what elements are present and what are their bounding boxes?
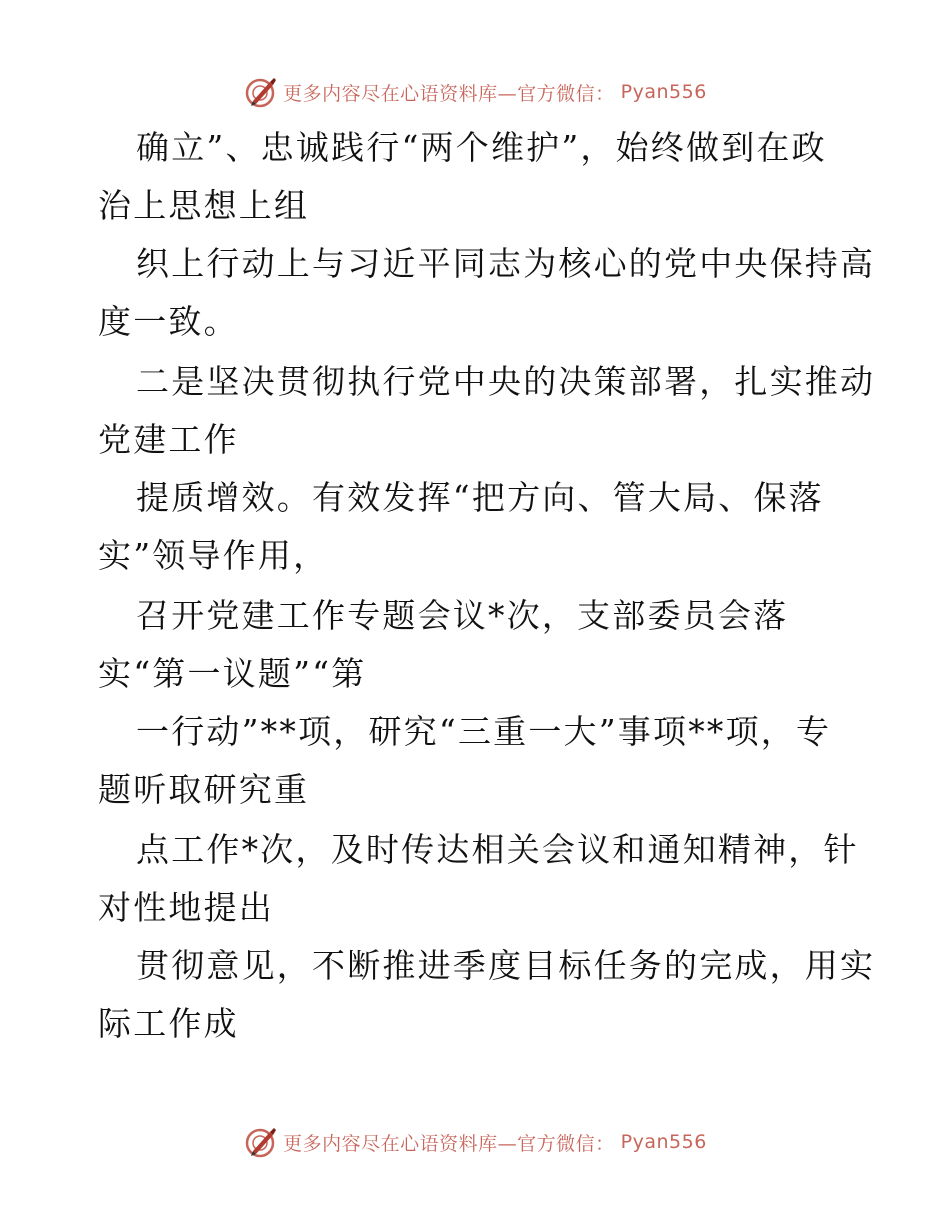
text-line: 对性地提出 bbox=[98, 888, 274, 927]
text-line: 召开党建工作专题会议*次，支部委员会落 bbox=[136, 596, 789, 635]
text-line: 党建工作 bbox=[98, 420, 239, 459]
header-wechat-id: Pyan556 bbox=[620, 81, 707, 103]
text-line: 治上思想上组 bbox=[98, 186, 310, 225]
text-line: 贯彻意见，不断推进季度目标任务的完成，用实 bbox=[136, 946, 876, 985]
footer-wechat-id: Pyan556 bbox=[620, 1131, 707, 1153]
text-line: 二是坚决贯彻执行党中央的决策部署，扎实推动 bbox=[136, 362, 876, 401]
text-line: 际工作成 bbox=[98, 1004, 239, 1043]
text-line: 点工作*次，及时传达相关会议和通知精神，针 bbox=[136, 830, 859, 869]
text-line: 织上行动上与习近平同志为核心的党中央保持高 bbox=[136, 244, 876, 283]
header-watermark-banner bbox=[0, 72, 950, 112]
footer-watermark-banner bbox=[0, 1122, 950, 1162]
text-line: 实”领导作用， bbox=[98, 536, 329, 575]
pen-logo-icon bbox=[243, 75, 277, 109]
text-line: 题听取研究重 bbox=[98, 770, 310, 809]
text-line: 提质增效。有效发挥“把方向、管大局、保落 bbox=[136, 478, 824, 517]
text-line: 度一致。 bbox=[98, 302, 239, 341]
text-line: 实“第一议题”“第 bbox=[98, 654, 367, 693]
pen-logo-icon bbox=[243, 1125, 277, 1159]
text-line: 一行动”**项，研究“三重一大”事项**项，专 bbox=[136, 712, 832, 751]
text-line: 确立”、忠诚践行“两个维护”，始终做到在政 bbox=[136, 128, 827, 167]
header-banner-text: 更多内容尽在心语资料库—官方微信： bbox=[283, 82, 615, 105]
footer-banner-text: 更多内容尽在心语资料库—官方微信： bbox=[283, 1132, 615, 1155]
